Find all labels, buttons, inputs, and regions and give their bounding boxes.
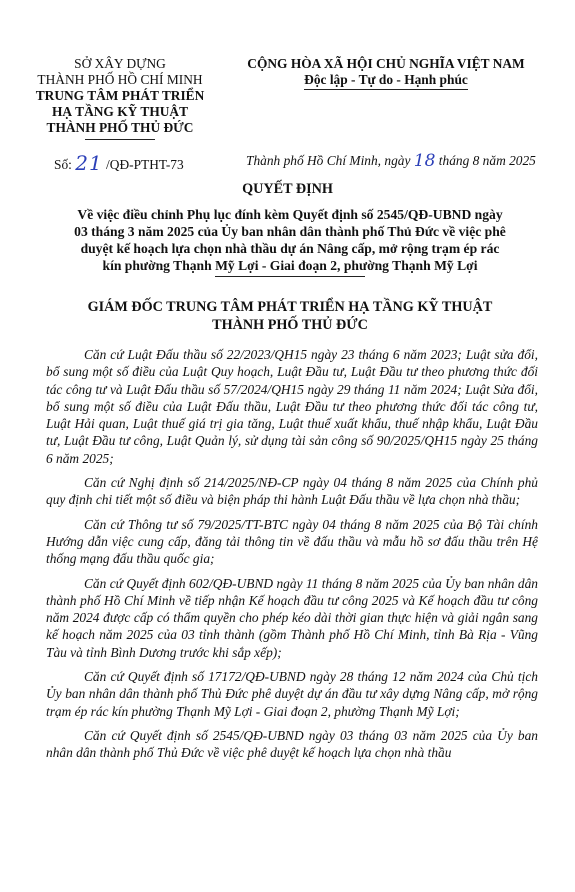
decision-subject (40, 206, 540, 274)
handwritten-day: 18 (413, 151, 436, 171)
date-prefix: Thành phố Hồ Chí Minh, ngày (246, 153, 411, 168)
agency-line-3: TRUNG TÂM PHÁT TRIỂN (35, 88, 205, 103)
subject-line: Về việc điều chỉnh Phụ lục đính kèm Quyết định số 2545/QĐ-UBND ngày (77, 207, 503, 222)
subject-line: 03 tháng 3 năm 2025 của Ủy ban nhân dân thành phố Thủ Đức về việc phê (74, 224, 506, 239)
agency-line-4: HẠ TẦNG KỸ THUẬT (51, 104, 189, 119)
date-suffix: tháng 8 năm 2025 (438, 153, 536, 168)
national-motto: Độc lập - Tự do - Hạnh phúc (304, 72, 468, 90)
subject-underline (215, 276, 365, 277)
decision-title: QUYẾT ĐỊNH (242, 181, 333, 197)
director-line-1: GIÁM ĐỐC TRUNG TÂM PHÁT TRIỂN HẠ TẦNG KỸ THUẬT (87, 299, 493, 315)
basis-paragraph: Căn cứ Quyết định 602/QĐ-UBND ngày 11 tháng 8 năm 2025 của Ủy ban nhân dân thành phố Hồ Chí Minh về tiếp nhận Kế hoạch đầu tư công 2025 và Kế hoạch đầu tư công năm 2024 được cấp có thẩm quyền cho phép kéo dài thời gian thực hiện và giải ngân sang kế hoạch năm 2025 của 03 tỉnh thành (gồm Thành phố Hồ Chí Minh, tỉnh Bà Rịa - Vũng Tàu và tỉnh Bình Dương trước khi sắp xếp); (46, 575, 538, 660)
legal-bases (46, 346, 538, 769)
document-number (54, 150, 184, 174)
nation-name: CỘNG HÒA XÃ HỘI CHỦ NGHĨA VIỆT NAM (247, 56, 525, 71)
director-heading (30, 298, 550, 334)
basis-paragraph: Căn cứ Quyết định số 2545/QĐ-UBND ngày 03 tháng 03 năm 2025 của Ủy ban nhân dân thành phố Thủ Đức về việc phê duyệt kế hoạch lựa chọn nhà thầu (46, 727, 538, 761)
subject-line: duyệt kế hoạch lựa chọn nhà thầu dự án Nâng cấp, mở rộng trạm ép rác (80, 241, 500, 256)
document-date (246, 150, 536, 170)
agency-line-5: THÀNH PHỐ THỦ ĐỨC (46, 120, 194, 135)
basis-paragraph: Căn cứ Luật Đấu thầu số 22/2023/QH15 ngày 23 tháng 6 năm 2023; Luật sửa đổi, bổ sung một số điều của Luật Quy hoạch, Luật Đầu tư, Luật Đầu tư theo phương thức đối tác công tư và Luật Đấu thầu số 57/2024/QH15 ngày 29 tháng 11 năm 2024; Luật Sửa đổi, bổ sung một số điều của Luật Đấu thầu, Luật Đầu tư theo phương thức đối tác công tư, Luật Hải quan, Luật thuế giá trị gia tăng, Luật thuế xuất khẩu, thuế nhập khẩu, Luật Đầu tư, Luật Đầu tư công, Luật Quản lý, sử dụng tài sản công số 90/2025/QH15 ngày 25 tháng 6 năm 2025; (46, 347, 538, 466)
agency-line-2: THÀNH PHỐ HỒ CHÍ MINH (37, 72, 203, 87)
director-line-2: THÀNH PHỐ THỦ ĐỨC (212, 317, 368, 333)
national-header (236, 56, 536, 90)
handwritten-number: 21 (75, 151, 103, 175)
subject-line: kín phường Thạnh Mỹ Lợi - Giai đoạn 2, phường Thạnh Mỹ Lợi (102, 258, 478, 273)
basis-paragraph: Căn cứ Quyết định số 17172/QĐ-UBND ngày 28 tháng 12 năm 2024 của Chủ tịch Ủy ban nhân dân thành phố Thủ Đức phê duyệt dự án đầu tư xây dựng Nâng cấp, mở rộng trạm ép rác kín phường Thạnh Mỹ Lợi - Giai đoạn 2, phường Thạnh Mỹ Lợi; (46, 669, 538, 719)
agency-underline (85, 139, 155, 140)
agency-line-1: SỞ XÂY DỰNG (74, 56, 166, 71)
basis-paragraph: Căn cứ Thông tư số 79/2025/TT-BTC ngày 04 tháng 8 năm 2025 của Bộ Tài chính Hướng dẫn việc cung cấp, đăng tải thông tin về đấu thầu và mẫu hồ sơ đấu thầu trên Hệ thống mạng đấu thầu quốc gia; (46, 516, 538, 567)
issuing-agency-header (20, 56, 220, 140)
basis-paragraph: Căn cứ Nghị định số 214/2025/NĐ-CP ngày 04 tháng 8 năm 2025 của Chính phủ quy định chi tiết một số điều và biện pháp thi hành Luật Đấu thầu về lựa chọn nhà thầu; (46, 475, 538, 508)
number-prefix: Số: (54, 157, 72, 172)
number-suffix: /QĐ-PTHT-73 (106, 157, 184, 172)
